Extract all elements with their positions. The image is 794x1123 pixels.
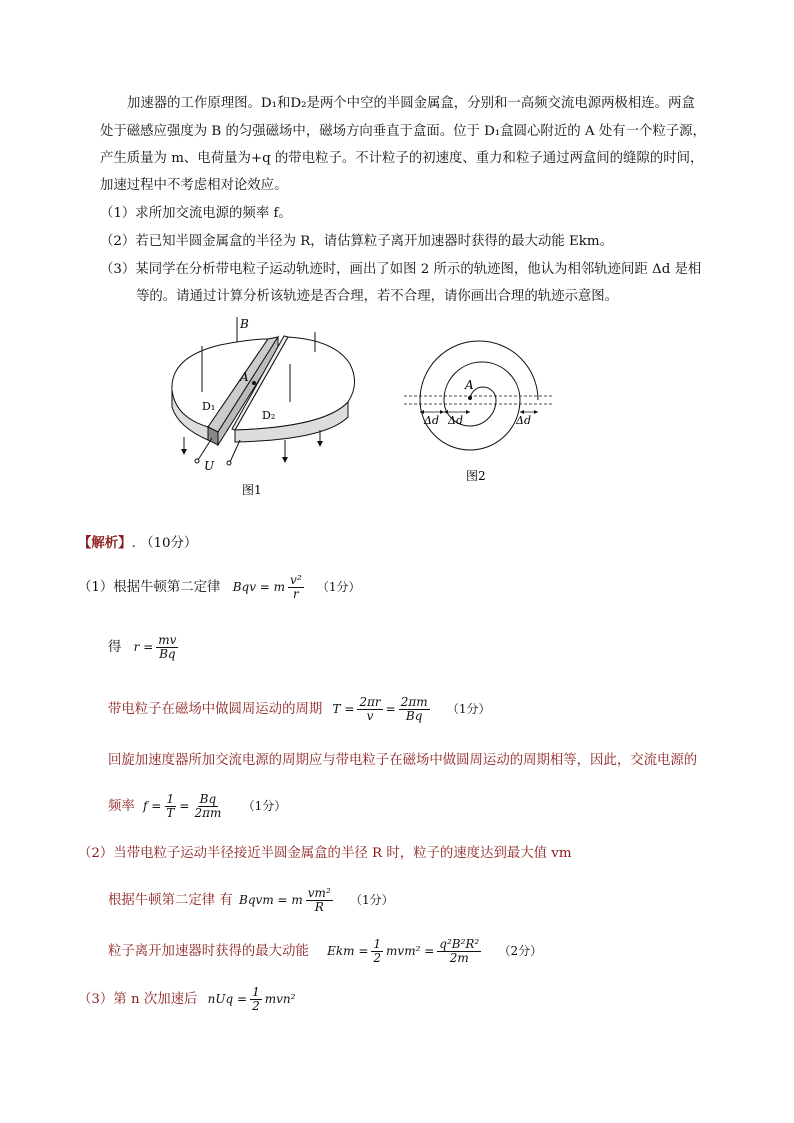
step-1-prefix: （1）根据牛顿第二定律 [78,580,221,595]
solution-header-bracket: 【解析】 [78,535,132,551]
solution-step-2b [108,887,394,914]
figure-1-label-u: U [204,459,215,473]
solution-step-1b [108,634,181,661]
step-2c-eq-mid: mvm² = [386,944,435,958]
step-1c-frac2-den: Bq [405,709,423,723]
solution-step-1d: 回旋加速度器所加交流电源的周期应与带电粒子在磁场中做圆周运动的周期相等，因此，交流电源的 [108,753,698,768]
question-1: （1）求所加交流电源的频率 f。 [100,206,292,221]
step-2c-score: （2分） [498,944,543,958]
step-3-eq-right: mvn² [264,992,296,1006]
step-1c-frac1-den: v [366,709,374,723]
solution-step-2c [108,938,542,965]
step-1c-eq-mid: = [385,702,396,716]
step-2b-frac-den: R [314,900,324,914]
figure-1-label-a: A [240,370,249,384]
step-1e-text: 频率 [108,799,135,814]
step-1b-frac-num: mv [158,633,177,647]
step-1b-prefix: 得 [108,640,122,655]
step-2b-text: 根据牛顿第二定律 有 [108,893,233,908]
figure-1-label-d1: D₁ [202,400,216,413]
step-1c-score: （1分） [446,702,491,716]
step-1c-frac2-num: 2πm [400,695,428,709]
step-3-eq-left: nUq = [207,992,248,1006]
figure-2-label-dd-2: Δd [448,414,463,427]
step-2b-score: （1分） [350,893,394,907]
step-1-frac-den: r [292,587,299,601]
intro-line-3: 产生质量为 m、电荷量为+q 的带电粒子。不计粒子的初速度、重力和粒子通过两盒间的缝隙的时间， [100,151,704,166]
solution-step-1e [108,793,286,820]
solution-step-1c [108,696,491,723]
step-1e-eq-mid: = [179,799,190,813]
step-1e-frac2-den: 2πm [194,806,222,820]
figure-1-label-b: B [240,317,249,331]
step-1c-eq-left: T = [332,702,355,716]
step-2b-frac-num: vm² [307,886,331,900]
step-2c-frac2-num: q²B²R² [439,937,480,951]
step-2b-eq-left: Bqvm = m [239,893,303,907]
step-2c-frac2-den: 2m [449,951,469,965]
step-2c-frac1-num: 1 [373,937,382,951]
step-1b-eq-left: r = [133,640,154,654]
step-1e-eq-left: f = [143,799,162,813]
step-3-text: （3）第 n 次加速后 [78,992,198,1007]
step-2c-text: 粒子离开加速器时获得的最大动能 [108,944,309,959]
step-1c-text: 带电粒子在磁场中做圆周运动的周期 [108,702,323,717]
figure-1-cyclotron [160,312,375,507]
question-3-line-2: 等的。请通过计算分析该轨迹是否合理，若不合理，请你画出合理的轨迹示意图。 [136,289,619,304]
solution-header [78,534,197,553]
figure-2-label-a: A [465,378,474,392]
step-1e-frac1-num: 1 [166,792,175,806]
step-3-frac-num: 1 [252,985,260,999]
intro-line-1: 加速器的工作原理图。D₁和D₂是两个中空的半圆金属盒，分别和一高频交流电源两极相连。两盒 [127,96,695,111]
figure-2-label-dd-1: Δd [424,414,439,427]
solution-step-3 [78,986,295,1013]
step-1-score: （1分） [316,580,361,594]
step-2c-frac1-den: 2 [373,951,382,965]
solution-header-points: . （10分） [131,536,198,551]
solution-step-2: （2）当带电粒子运动半径接近半圆金属盒的半径 R 时，粒子的速度达到最大值 vm [78,846,572,861]
figure-2-label-dd-3: Δd [516,414,531,427]
step-1c-frac1-num: 2πr [359,695,381,709]
step-1e-frac2-num: Bq [199,792,217,806]
question-3-line-1: （3）某同学在分析带电粒子运动轨迹时，画出了如图 2 所示的轨迹图，他认为相邻轨迹间距 Δd 是相 [100,262,702,277]
intro-line-2: 处于磁感应强度为 B 的匀强磁场中，磁场方向垂直于盒面。位于 D₁盒圆心附近的 A 处有一个粒子源， [100,124,706,139]
step-1b-frac-den: Bq [159,647,176,661]
question-2: （2）若已知半圆金属盒的半径为 R，请估算粒子离开加速器时获得的最大动能 Ekm。 [100,234,613,249]
step-1e-score: （1分） [242,799,287,813]
solution-step-1 [78,574,361,601]
step-3-frac-den: 2 [252,999,260,1013]
step-2c-eq-left: Ekm = [327,944,369,958]
figure-2-trajectory [400,318,560,488]
figure-1-caption: 图1 [242,483,262,497]
step-1-frac-num: v² [290,573,302,587]
step-1e-frac1-den: T [166,806,175,820]
step-1-eq-left: Bqv = m [232,580,286,594]
figure-1-label-d2: D₂ [262,409,276,422]
intro-line-4: 加速过程中不考虑相对论效应。 [100,178,288,193]
figure-2-caption: 图2 [466,469,486,483]
